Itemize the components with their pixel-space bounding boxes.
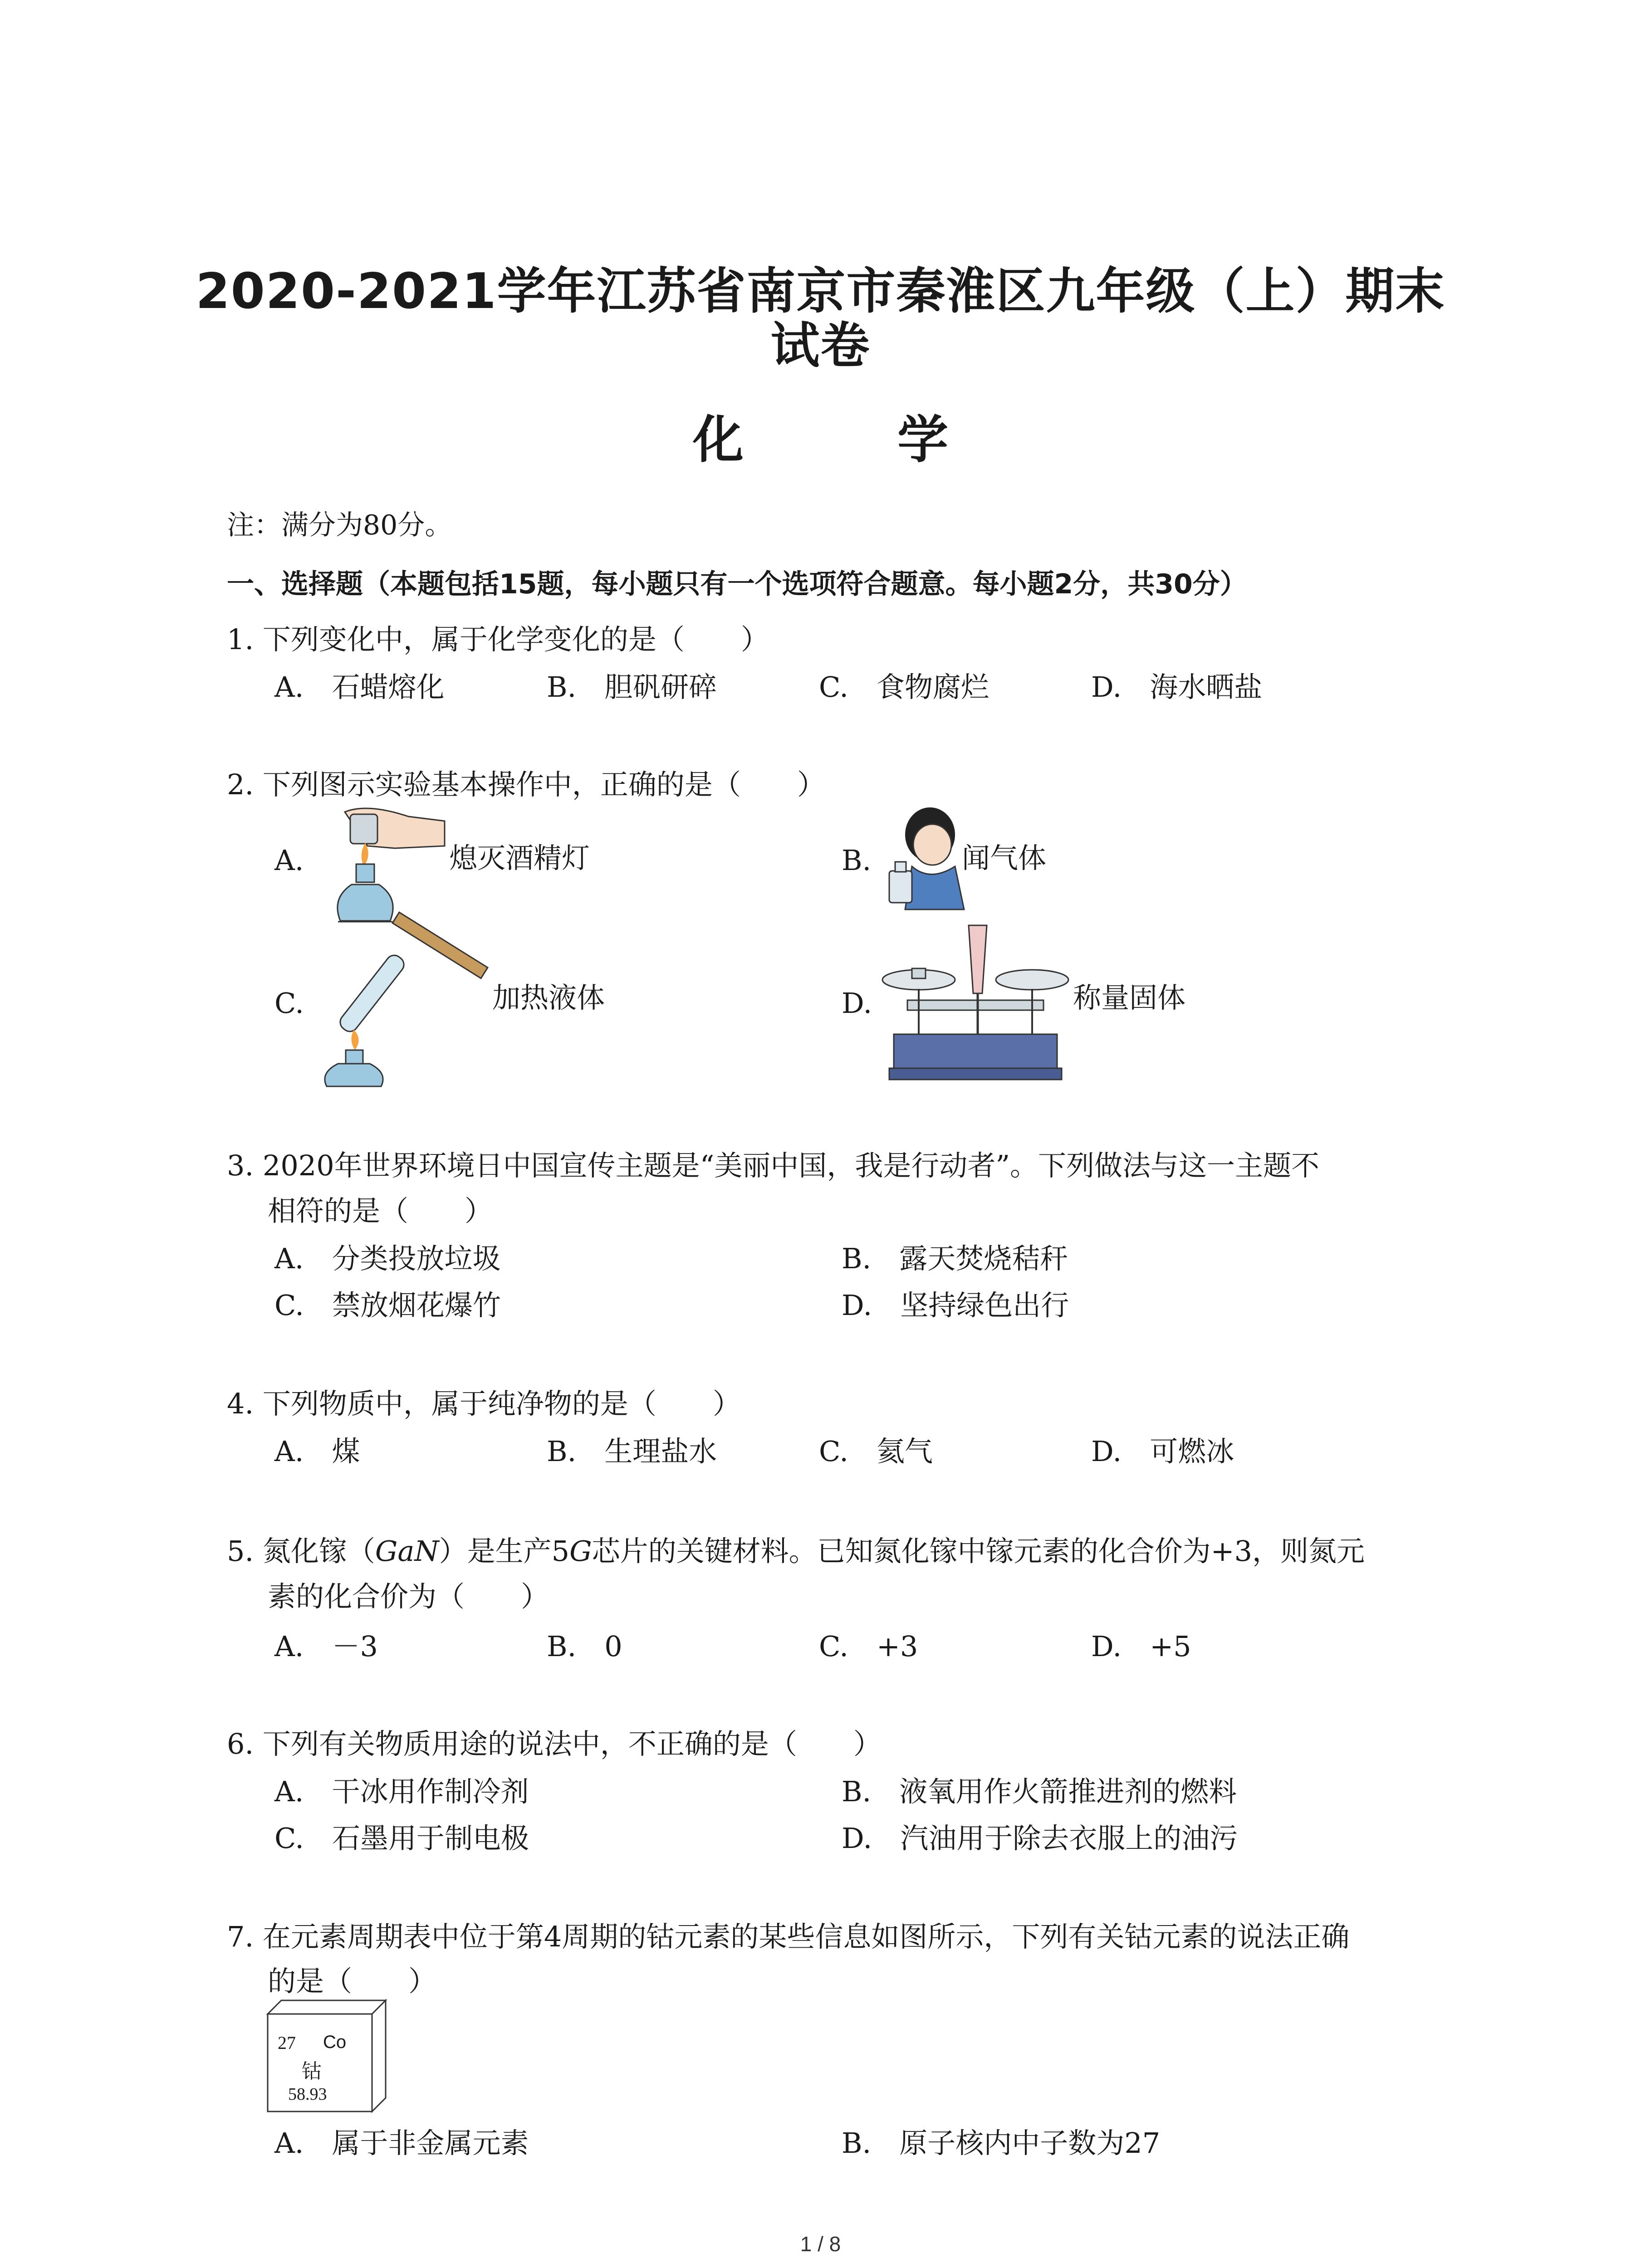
q1-option-b [547, 665, 717, 705]
q7-option-b [842, 2121, 1160, 2161]
page-number: 1 / 8 [800, 2232, 841, 2256]
question-text: 下列变化中，属于化学变化的是（ ） [262, 623, 769, 656]
element-atomic-number: 27 [278, 2033, 296, 2053]
question-number: 2. [227, 768, 254, 801]
q1-option-a [274, 665, 445, 705]
element-mass: 58.93 [288, 2085, 327, 2104]
question-2-stem [227, 762, 825, 802]
option-text: 生理盐水 [604, 1435, 717, 1468]
option-text: 露天焚烧秸秆 [899, 1242, 1068, 1275]
q3-option-c [274, 1283, 501, 1323]
q6-option-b [842, 1769, 1237, 1809]
element-card-icon [268, 2000, 390, 2114]
q4-option-c [819, 1429, 933, 1469]
option-letter: A. [274, 2126, 304, 2160]
q5-option-d [1091, 1624, 1191, 1664]
q7-option-a [274, 2121, 529, 2161]
option-text: 禁放烟花爆竹 [332, 1289, 501, 1322]
option-text: 石墨用于制电极 [332, 1822, 529, 1855]
option-text: 可燃冰 [1150, 1435, 1234, 1468]
question-number: 4. [227, 1387, 254, 1420]
option-text: －3 [332, 1630, 378, 1663]
option-letter: A. [274, 670, 304, 704]
option-letter: A. [274, 1242, 304, 1275]
option-letter: D. [842, 1822, 872, 1855]
option-text: 分类投放垃圾 [332, 1242, 501, 1275]
option-text: 胆矾研碎 [604, 670, 717, 704]
question-number: 3. [227, 1149, 254, 1182]
balance-scale-icon [880, 921, 1071, 1084]
option-letter: A. [274, 1435, 304, 1468]
q2-option-c-letter: C. [274, 987, 304, 1020]
question-7-stem-line2: 的是（ ） [268, 1965, 437, 1998]
q6-option-d [842, 1816, 1238, 1856]
option-letter: A. [274, 1630, 304, 1663]
option-letter: D. [842, 1289, 872, 1322]
element-name: 钴 [302, 2060, 322, 2083]
question-number: 7. [227, 1920, 254, 1953]
alcohol-lamp-extinguish-icon [313, 803, 449, 934]
option-letter: C. [819, 670, 848, 704]
question-text: 下列物质中，属于纯净物的是（ ） [262, 1387, 741, 1420]
question-6-stem [227, 1721, 882, 1762]
question-text-part: ）是生产5 [439, 1535, 570, 1568]
question-5-stem-line1 [227, 1529, 1365, 1569]
option-text: 原子核内中子数为27 [899, 2126, 1161, 2160]
q2-option-a-label: 熄灭酒精灯 [449, 841, 590, 875]
question-number: 6. [227, 1727, 254, 1760]
option-text: 煤 [332, 1435, 360, 1468]
q4-option-b [547, 1429, 717, 1469]
option-text: 食物腐烂 [876, 670, 989, 704]
subject-heading: 化 学 [693, 411, 1016, 469]
option-letter: A. [274, 1775, 304, 1808]
option-letter: B. [547, 670, 577, 704]
option-letter: B. [842, 1775, 872, 1808]
score-note: 注：满分为80分。 [227, 509, 452, 541]
question-4-stem [227, 1381, 741, 1422]
q1-option-c [819, 665, 989, 705]
q5-option-a [274, 1624, 378, 1664]
q1-option-d [1091, 665, 1262, 705]
q3-option-a [274, 1236, 501, 1276]
option-text: 坚持绿色出行 [900, 1289, 1069, 1322]
exam-title-line1: 2020-2021学年江苏省南京市秦淮区九年级（上）期末 [196, 263, 1445, 320]
q5-option-c [819, 1624, 918, 1664]
option-letter: B. [842, 2126, 872, 2160]
option-text: +3 [876, 1630, 918, 1663]
q3-option-d [842, 1283, 1069, 1323]
question-text: 下列图示实验基本操作中，正确的是（ ） [262, 768, 825, 801]
chemical-formula: GaN [375, 1535, 439, 1568]
question-text: 下列有关物质用途的说法中，不正确的是（ ） [262, 1727, 882, 1760]
question-text: 2020年世界环境日中国宣传主题是“美丽中国，我是行动者”。下列做法与这一主题不 [262, 1149, 1320, 1182]
q6-option-a [274, 1769, 529, 1809]
option-letter: B. [842, 1242, 872, 1275]
question-7-stem-line1 [227, 1914, 1349, 1955]
option-letter: B. [547, 1435, 577, 1468]
q3-option-b [842, 1236, 1068, 1276]
option-text: +5 [1150, 1630, 1191, 1663]
option-text: 0 [604, 1630, 622, 1663]
question-number: 5. [227, 1535, 254, 1568]
q5-option-b [547, 1624, 622, 1664]
q2-option-a-letter: A. [274, 844, 304, 877]
q4-option-d [1091, 1429, 1234, 1469]
q2-option-c-label: 加热液体 [492, 981, 605, 1014]
q2-option-b-letter: B. [842, 844, 872, 877]
q2-option-d-letter: D. [842, 987, 872, 1020]
option-letter: D. [1091, 1435, 1122, 1468]
question-text-part: 芯片的关键材料。已知氮化镓中镓元素的化合价为+3，则氮元 [592, 1535, 1365, 1568]
option-letter: C. [819, 1435, 848, 1468]
option-letter: D. [1091, 670, 1122, 704]
option-text: 液氧用作火箭推进剂的燃料 [899, 1775, 1237, 1808]
option-text: 海水晒盐 [1150, 670, 1263, 704]
option-text: 石蜡熔化 [332, 670, 445, 704]
q6-option-c [274, 1816, 529, 1856]
generation-letter: G [569, 1535, 592, 1568]
option-letter: C. [274, 1822, 304, 1855]
question-5-stem-line2: 素的化合价为（ ） [268, 1580, 549, 1613]
option-text: 属于非金属元素 [332, 2126, 529, 2160]
question-text-part: 氮化镓（ [262, 1535, 375, 1568]
question-3-stem-line1 [227, 1143, 1319, 1183]
element-symbol: Co [323, 2032, 347, 2052]
question-3-stem-line2: 相符的是（ ） [268, 1194, 493, 1227]
option-text: 氦气 [876, 1435, 933, 1468]
question-number: 1. [227, 623, 254, 656]
exam-title-line2: 试卷 [770, 318, 871, 374]
option-letter: D. [1091, 1630, 1122, 1663]
option-text: 汽油用于除去衣服上的油污 [900, 1822, 1238, 1855]
heat-liquid-icon [313, 921, 499, 1089]
option-letter: B. [547, 1630, 577, 1663]
option-letter: C. [819, 1630, 848, 1663]
q2-option-d-label: 称量固体 [1073, 981, 1186, 1014]
option-text: 干冰用作制冷剂 [332, 1775, 529, 1808]
question-text: 在元素周期表中位于第4周期的钴元素的某些信息如图所示，下列有关钴元素的说法正确 [262, 1920, 1350, 1953]
option-letter: C. [274, 1289, 304, 1322]
q4-option-a [274, 1429, 360, 1469]
question-1-stem [227, 617, 769, 657]
smell-gas-icon [880, 803, 966, 912]
section-heading: 一、选择题（本题包括15题，每小题只有一个选项符合题意。每小题2分，共30分） [227, 568, 1247, 600]
q2-option-b-label: 闻气体 [962, 841, 1047, 875]
